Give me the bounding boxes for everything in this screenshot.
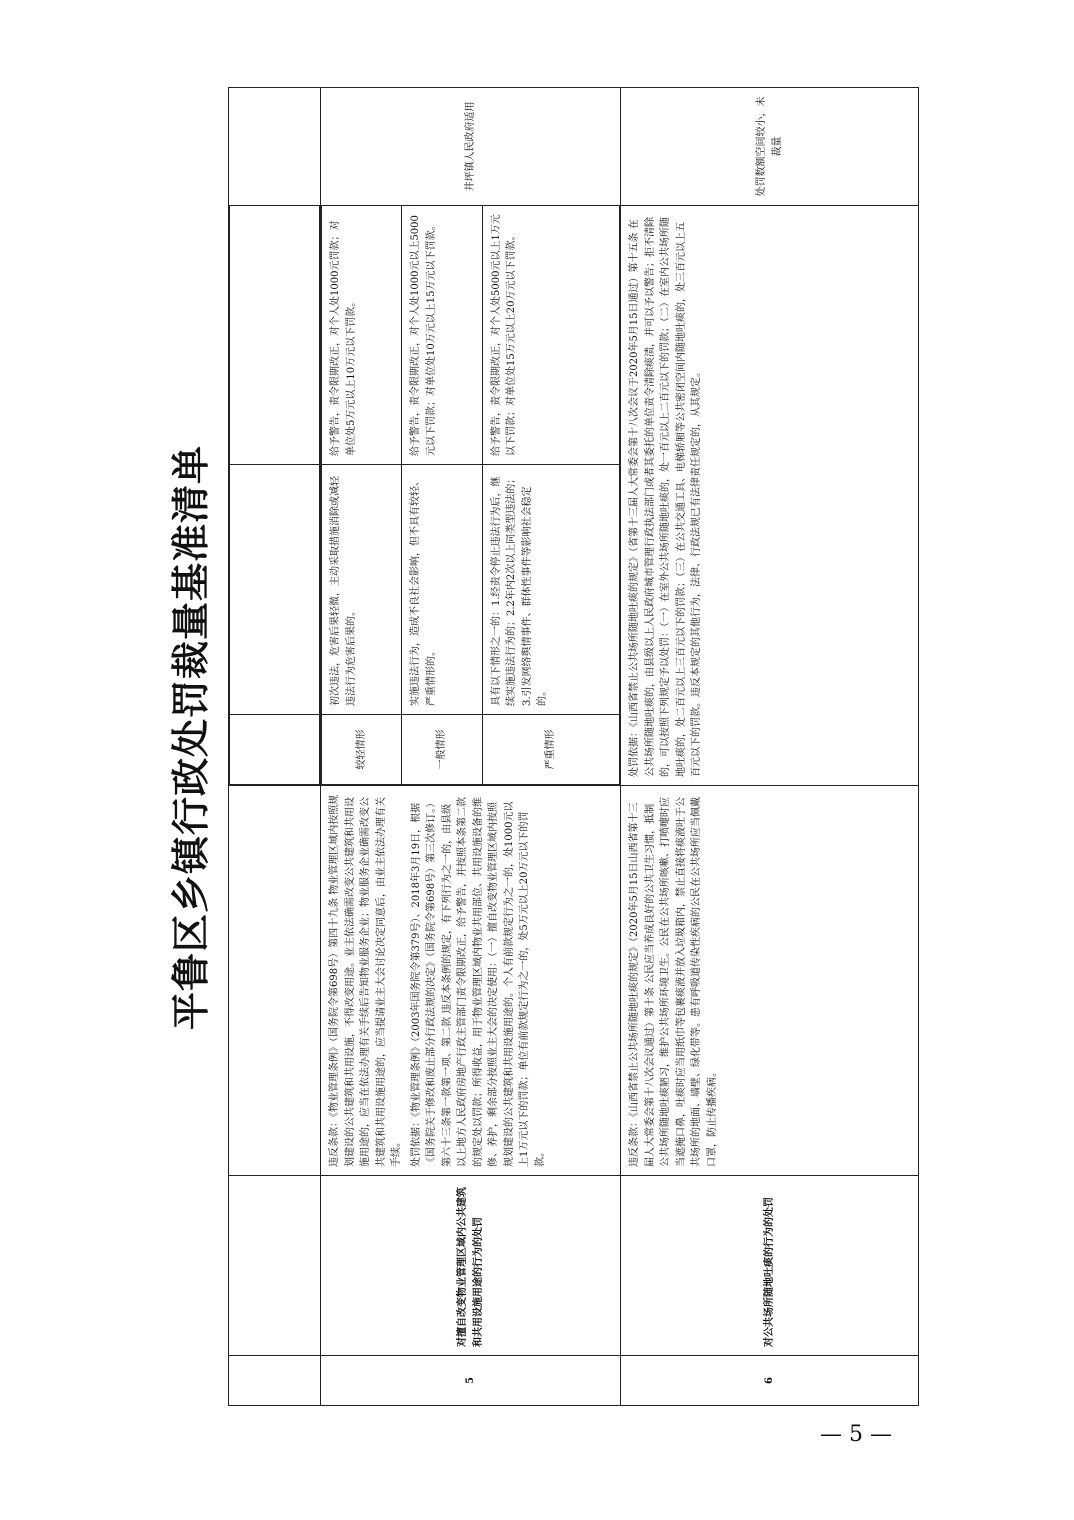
cell-blank-name [229,1176,321,1356]
levels-table [321,206,620,786]
level-situation: 初次违法，危害后果轻微，主动采取措施消除或减轻违法行为危害后果的。 [322,465,402,715]
cell-blank-levels [229,206,321,786]
document-title-text: 平鲁区乡镇行政处罚裁量基准清单 [168,444,213,1030]
level-name: 一般情形 [402,715,482,785]
level-situation: 实施违法行为，造成不良社会影响，但不具有较轻、严重情形的。 [402,465,482,715]
penalty-clause: 处罚依据：《物业管理条例》（2003年国务院令第379号）、2018年3月19日，根据《国务院关于修改和废止部分行政法规的决定》（国务院令第698号）第三次修订。）第六十三条第一款第一项、第二款 违反本条例的规定，有下列行为之一的，由县级以上地方人民政府房地产行政主管部门责令限期改正，给予警告，并按照本条第二款的规定处以罚款；所得收益，用于物业管理区域内物业共用部位、共用设施设备的维修、养护，剩余部分按照业主大会的决定使用：（一）擅自改变物业管理区域内按照规划建设的公共建筑和共用设施用途的。个人有前款规定行为之一的，处1000元以上1万元以下的罚款；单位有前款规定行为之一的，处5万元以上20万元以下的罚款。 [410,797,546,1167]
level-row [322,206,402,785]
sub-blank-1 [230,715,320,785]
document-title [160,444,220,1030]
penalty-table [228,87,919,1406]
row-number: 5 [321,1356,621,1406]
remarks: 井坪镇人民政府适用 [321,88,621,206]
discretion-levels [321,206,621,786]
legal-basis [321,786,621,1176]
remarks: 处罚数额空间较小，未裁量 [621,88,919,206]
level-row [482,206,619,785]
penalty-table-sheet [228,88,918,1406]
sub-blank-3 [230,206,320,465]
level-name: 较轻情形 [322,715,402,785]
table-row [621,88,919,1406]
cell-blank-note [229,88,321,206]
violation-name: 对公共场所随地吐痰的行为的处罚 [621,1176,919,1356]
violation-name: 对擅自改变物业管理区域内公共建筑和共用设施用途的行为的处罚 [321,1176,621,1356]
table-row [321,88,621,1406]
level-situation: 具有以下情形之一的：1.经责令停止违法行为后，继续实施违法行为的；2.2年内2次以上同类型违法的；3.引发网络舆情事件、群体性事件等影响社会稳定的。 [482,465,619,715]
sub-blank-2 [230,465,320,715]
level-range: 给予警告，责令限期改正，对个人处5000元以上1万元以下罚款；对单位处15万元以上20万元以下罚款。 [482,206,619,465]
cell-blank-no [229,1356,321,1406]
page-number: — 5 — [820,1422,892,1447]
level-range: 给予警告，责令限期改正，对个人处1000元罚款；对单位处5万元以上10万元以下罚款。 [322,206,402,465]
row-number: 6 [621,1356,919,1406]
table-row-header-continuation [229,88,321,1406]
level-range: 给予警告，责令限期改正，对个人处1000元以上5000元以下罚款；对单位处10万元以上15万元以下罚款。 [402,206,482,465]
level-name: 严重情形 [482,715,619,785]
level-row [402,206,482,785]
legal-basis: 违反条款：《山西省禁止公共场所随地吐痰的规定》（2020年5月15日山西省第十三届人大常委会第十八次会议通过）第十条 公民应当养成良好的公共卫生习惯，抵制公共场所随地吐痰陋习，维护公共场所环境卫生。公民在公共场所咳嗽、打喷嚏时应当遮掩口鼻，吐痰时应当用纸巾等包裹痰液并放入垃圾箱内，禁止直接将痰液吐于公共场所的地面、墙壁、绿化带等。患有呼吸道传染性疾病的公民在公共场所应当佩戴口罩，防止传播疾病。 [621,786,919,1176]
cell-blank-basis [229,786,321,1176]
penalty-basis: 处罚依据：《山西省禁止公共场所随地吐痰的规定》（省第十三届人大常委会第十八次会议于2020年5月15日通过）第十五条 在公共场所随地吐痰的，由县级以上人民政府城市管理行政执法部门或者其委托的单位责令清除痰渍，并可以予以警告；拒不清除的，可以按照下列规定予以处罚：（一）在室外公共场所随地吐痰的，处一百元以上二百元以下的罚款；（二）在室内公共场所随地吐痰的，处二百元以上三百元以下的罚款；（三）在公共交通工具、电梯轿厢等公共密闭空间内随地吐痰的，处三百元以上五百元以下的罚款。违反本规定的其他行为，法律、行政法规已有法律责任规定的，从其规定。 [621,206,919,786]
violation-clause: 违反条款：《物业管理条例》（国务院令第698号）第四十九条 物业管理区域内按照规划建设的公共建筑和共用设施，不得改变用途。业主依法确需改变公共建筑和共用设施用途的，应当在依法办理有关手续后告知物业服务企业；物业服务企业确需改变公共建筑和共用设施用途的，应当提请业主大会讨论决定同意后，由业主依法办理有关手续。 [329,794,402,1167]
sub-table-blank [229,206,320,786]
